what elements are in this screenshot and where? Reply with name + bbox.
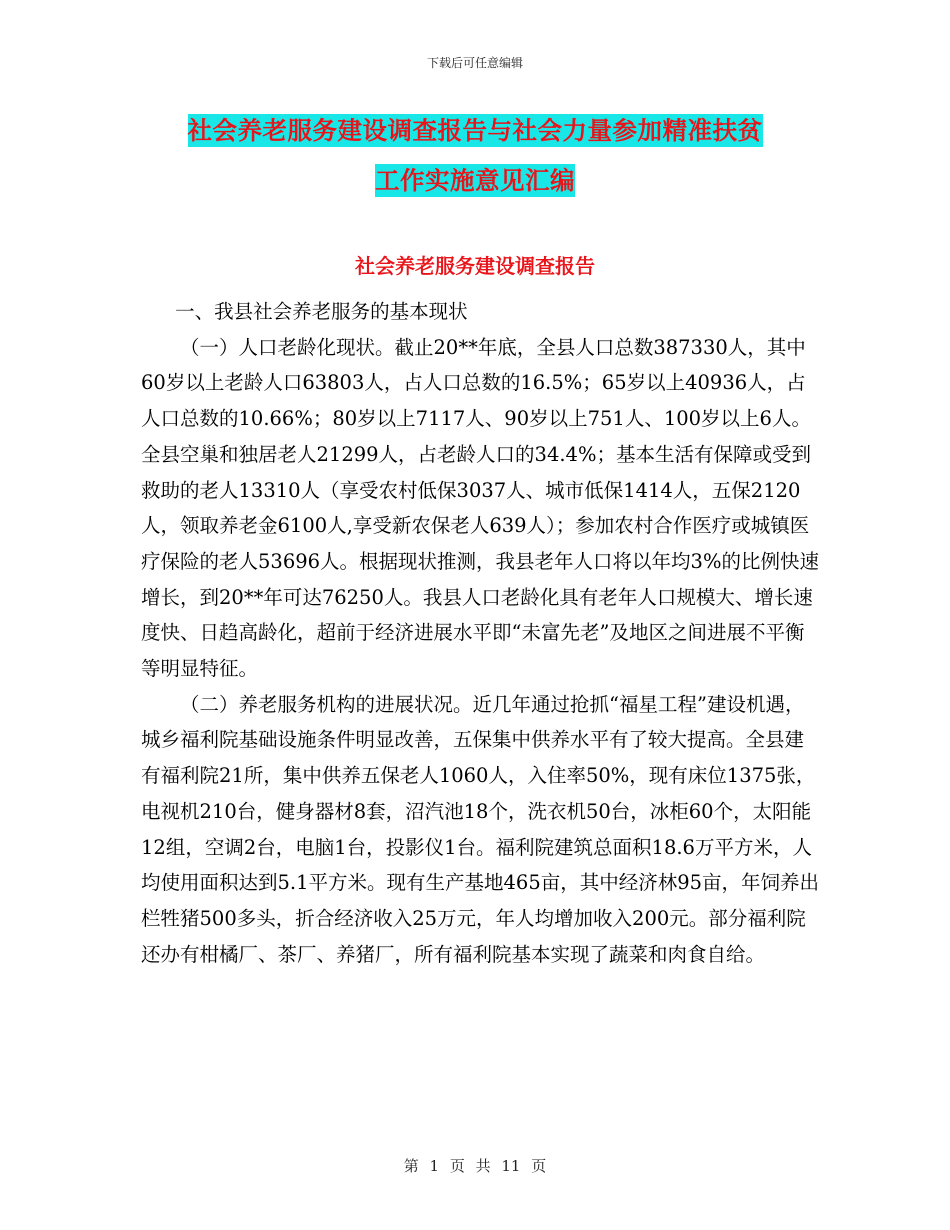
- page-number-footer: 第 1 页 共 11 页: [403, 1157, 547, 1175]
- section-title: 社会养老服务建设调查报告: [355, 254, 595, 278]
- paragraph-2: （二）养老服务机构的进展状况。近几年通过抢抓“福星工程”建设机遇，城乡福利院基础设施条件明显改善，五保集中供养水平有了较大提高。全县建有福利院21所，集中供养五保老人1060人，入住率50%，现有床位1375张，电视机210台，健身器材8套，沼汽池18个，洗衣机50台，冰柜60个，太阳能12组，空调2台，电脑1台，投影仪1台。福利院建筑总面积18.6万平方米，人均使用面积达到5.1平方米。现有生产基地465亩，其中经济林95亩，年饲养出栏牲猪500多头，折合经济收入25万元，年人均增加收入200元。部分福利院还办有柑橘厂、茶厂、养猪厂，所有福利院基本实现了蔬菜和肉食自给。: [141, 692, 820, 966]
- header-note: 下载后可任意编辑: [426, 56, 523, 70]
- main-title-line2: 工作实施意见汇编: [375, 166, 575, 195]
- paragraph-1: （一）人口老龄化现状。截止20**年底，全县人口总数387330人，其中60岁以上老龄人口63803人，占人口总数的16.5%；65岁以上40936人，占人口总数的10.66%；80岁以上7117人、90岁以上751人、100岁以上6人。全县空巢和独居老人21299人，占老龄人口的34.4%；基本生活有保障或受到救助的老人13310人（享受农村低保3037人、城市低保1414人，五保2120人，领取养老金6100人,享受新农保老人639人）；参加农村合作医疗或城镇医疗保险的老人53696人。根据现状推测，我县老年人口将以年均3%的比例快速增长，到20**年可达76250人。我县人口老龄化具有老年人口规模大、增长速度快、日趋高龄化，超前于经济进展水平即“未富先老”及地区之间进展不平衡等明显特征。: [141, 335, 819, 681]
- body-text: [141, 294, 821, 972]
- heading-1: 一、我县社会养老服务的基本现状: [175, 300, 468, 323]
- main-title: [0, 106, 950, 206]
- main-title-line1: 社会养老服务建设调查报告与社会力量参加精准扶贫: [187, 116, 763, 145]
